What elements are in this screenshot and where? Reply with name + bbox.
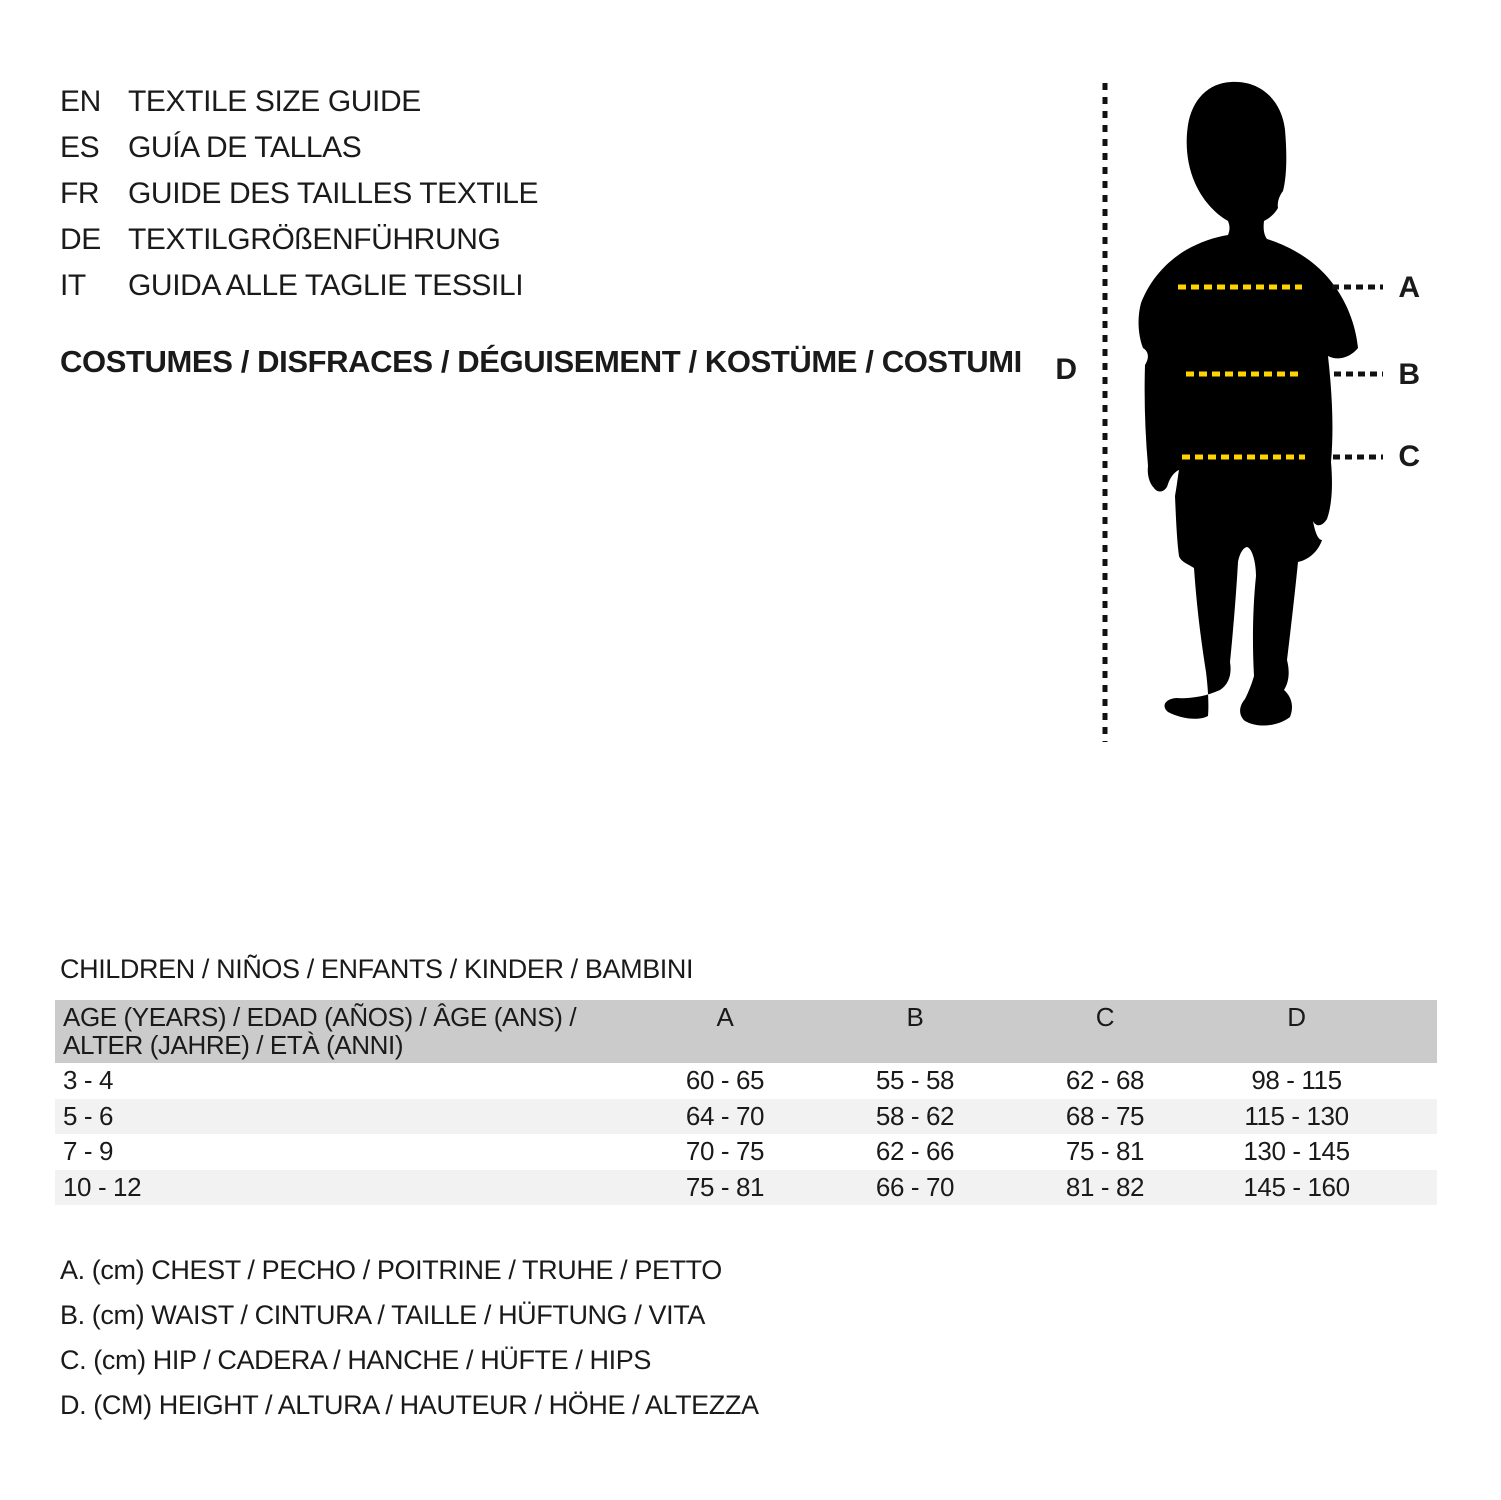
language-title-list	[60, 79, 538, 309]
chest-cell: 64 - 70	[685, 1100, 765, 1131]
height-cell: 98 - 115	[1251, 1065, 1342, 1096]
legend-waist: B. (cm) WAIST / CINTURA / TAILLE / HÜFTUNG / VITA	[60, 1300, 705, 1330]
column-header-b: B	[906, 1002, 924, 1032]
age-cell: 7 - 9	[63, 1136, 114, 1167]
waist-cell: 62 - 66	[875, 1136, 955, 1167]
lang-row-es	[60, 125, 538, 171]
waist-cell: 58 - 62	[875, 1100, 955, 1131]
lang-label: GUÍA DE TALLAS	[128, 131, 362, 164]
lang-code: IT	[60, 269, 86, 302]
table-section-title: CHILDREN / NIÑOS / ENFANTS / KINDER / BAMBINI	[60, 954, 694, 984]
column-header-a: A	[716, 1002, 734, 1032]
age-cell: 5 - 6	[63, 1100, 114, 1131]
waist-line-label: B	[1398, 358, 1420, 391]
category-title: COSTUMES / DISFRACES / DÉGUISEMENT / KOSTÜME / COSTUMI	[60, 344, 1022, 379]
lang-row-fr	[60, 171, 538, 217]
measurement-legend	[60, 1248, 759, 1428]
age-cell: 3 - 4	[63, 1065, 114, 1096]
hip-cell: 68 - 75	[1065, 1100, 1145, 1131]
chest-line-label: A	[1398, 271, 1420, 304]
table-row	[55, 1134, 1437, 1170]
children-size-table	[55, 1000, 1437, 1205]
waist-cell: 66 - 70	[875, 1171, 955, 1202]
lang-label: GUIDA ALLE TAGLIE TESSILI	[128, 269, 524, 302]
age-header-line2: ALTER (JAHRE) / ETÀ (ANNI)	[63, 1030, 404, 1060]
height-cell: 115 - 130	[1244, 1100, 1349, 1131]
hip-line-label: C	[1398, 440, 1420, 473]
lang-code: FR	[60, 177, 100, 210]
chest-cell: 75 - 81	[685, 1171, 765, 1202]
hip-cell: 75 - 81	[1065, 1136, 1145, 1167]
hip-cell: 81 - 82	[1065, 1171, 1145, 1202]
age-cell: 10 - 12	[63, 1171, 142, 1202]
chest-cell: 70 - 75	[685, 1136, 765, 1167]
lang-label: TEXTILGRÖßENFÜHRUNG	[128, 223, 501, 256]
height-cell: 145 - 160	[1243, 1171, 1350, 1202]
lang-code: DE	[60, 223, 101, 256]
chest-cell: 60 - 65	[685, 1065, 765, 1096]
lang-row-de	[60, 217, 538, 263]
table-header-row	[55, 1000, 1437, 1063]
legend-height: D. (CM) HEIGHT / ALTURA / HAUTEUR / HÖHE / ALTEZZA	[60, 1390, 759, 1420]
column-header-d: D	[1287, 1002, 1306, 1032]
child-silhouette-figure	[1040, 60, 1500, 760]
lang-code: EN	[60, 85, 101, 118]
table-row	[55, 1099, 1437, 1135]
lang-row-it	[60, 263, 538, 309]
legend-hip: C. (cm) HIP / CADERA / HANCHE / HÜFTE / HIPS	[60, 1345, 651, 1375]
age-header-line1: AGE (YEARS) / EDAD (AÑOS) / ÂGE (ANS) /	[63, 1002, 577, 1032]
lang-label: GUIDE DES TAILLES TEXTILE	[128, 177, 539, 210]
table-row	[55, 1170, 1437, 1206]
lang-label: TEXTILE SIZE GUIDE	[128, 85, 421, 118]
age-column-header	[55, 1000, 630, 1063]
column-header-c: C	[1095, 1002, 1115, 1032]
child-silhouette	[1139, 82, 1358, 726]
table-row	[55, 1063, 1437, 1099]
hip-cell: 62 - 68	[1065, 1065, 1145, 1096]
legend-chest: A. (cm) CHEST / PECHO / POITRINE / TRUHE / PETTO	[60, 1255, 722, 1285]
waist-cell: 55 - 58	[875, 1065, 955, 1096]
lang-row-en	[60, 79, 538, 125]
height-cell: 130 - 145	[1243, 1136, 1350, 1167]
lang-code: ES	[60, 131, 100, 164]
height-line-label: D	[1055, 353, 1077, 386]
